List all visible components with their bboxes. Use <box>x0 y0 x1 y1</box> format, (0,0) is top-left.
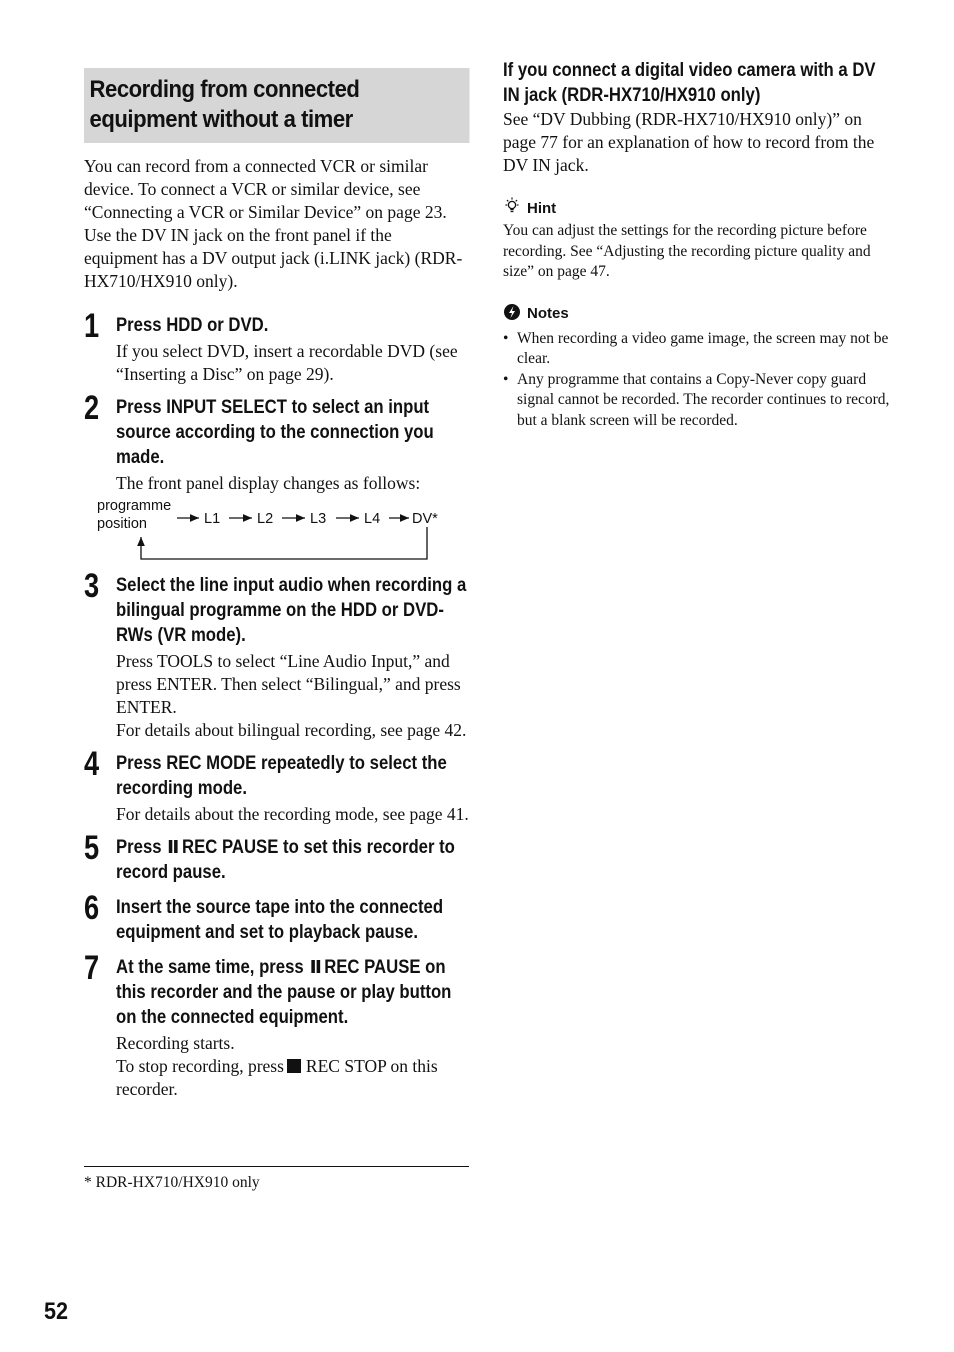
footnote-divider <box>84 1166 469 1167</box>
step-body <box>116 340 470 386</box>
step-title-part: REC PAUSE on this recorder and the pause or play button on the connected equipment. <box>116 957 452 1028</box>
step-number: 7 <box>84 949 100 987</box>
step-text: For details about bilingual recording, see page 42. <box>116 720 467 740</box>
step-number: 2 <box>84 389 100 427</box>
flow-item: L2 <box>257 511 274 527</box>
flow-start-label: programme position <box>97 498 172 532</box>
hint-text: You can adjust the settings for the recording picture before recording. See “Adjusting the recording picture quality and size” on page 47. <box>503 222 871 280</box>
step-text-part: To stop recording, press <box>116 1056 284 1076</box>
hint-label: Hint <box>527 199 557 217</box>
step-title-part: Press <box>116 837 162 858</box>
footnote: * RDR-HX710/HX910 only <box>84 1174 260 1191</box>
step-text: Recording starts. <box>116 1033 235 1053</box>
step-body <box>116 650 470 742</box>
note-item: • Any programme that contains a Copy-Never copy guard signal cannot be recorded. The recorder continues to record, but a blank screen will be recorded. <box>503 370 895 432</box>
left-column <box>84 68 470 1101</box>
page-number: 52 <box>44 1298 69 1325</box>
step-body <box>116 803 470 826</box>
step-6 <box>84 889 470 945</box>
flow-item: DV* <box>412 511 438 527</box>
step-1 <box>84 307 470 386</box>
step-title <box>116 955 468 1030</box>
step-title: Press HDD or DVD. <box>116 315 269 336</box>
caution-icon <box>503 303 521 325</box>
section-title: Recording from connected equipment without a timer <box>84 68 469 143</box>
pause-icon <box>169 835 180 860</box>
stop-icon <box>287 1059 301 1073</box>
step-number: 6 <box>84 889 100 927</box>
flow-item: L4 <box>364 511 381 527</box>
notes-label: Notes <box>527 305 569 322</box>
step-2 <box>84 389 470 563</box>
step-text <box>116 1055 470 1101</box>
step-number: 3 <box>84 567 100 605</box>
step-body <box>116 472 470 495</box>
step-title: Select the line input audio when recording a bilingual programme on the HDD or DVD-RWs (VR mode). <box>116 575 467 646</box>
dv-section-body: See “DV Dubbing (RDR-HX710/HX910 only)” on page 77 for an explanation of how to record from the DV IN jack. <box>503 109 875 175</box>
step-4 <box>84 745 470 826</box>
hint-header <box>503 197 895 219</box>
step-title: Insert the source tape into the connected equipment and set to playback pause. <box>116 897 444 943</box>
step-text: The front panel display changes as follows: <box>116 473 421 493</box>
step-number: 5 <box>84 829 100 867</box>
step-title: Press REC MODE repeatedly to select the recording mode. <box>116 753 447 799</box>
step-title-part: REC PAUSE to set this recorder to record pause. <box>116 837 455 883</box>
notes-header <box>503 303 895 325</box>
step-title-part: At the same time, press <box>116 957 304 978</box>
pause-icon <box>311 955 322 980</box>
intro-paragraph: You can record from a connected VCR or similar device. To connect a VCR or similar device, see “Connecting a VCR or Similar Device” on page 23. Use the DV IN jack on the front panel if the equipment has a DV output jack (i.LINK jack) (RDR-HX710/HX910 only). <box>84 156 463 291</box>
step-text-part: REC STOP on this recorder. <box>116 1056 438 1099</box>
step-title: Press INPUT SELECT to select an input source according to the connection you made. <box>116 397 434 468</box>
step-5 <box>84 829 470 885</box>
flow-item: L3 <box>310 511 327 527</box>
dv-section-heading: If you connect a digital video camera with a DV IN jack (RDR-HX710/HX910 only) <box>503 60 876 106</box>
step-title <box>116 835 468 885</box>
step-text: If you select DVD, insert a recordable DVD (see “Inserting a Disc” on page 29). <box>116 341 458 384</box>
step-number: 4 <box>84 745 100 783</box>
flow-item: L1 <box>204 511 221 527</box>
step-text: Press TOOLS to select “Line Audio Input,” and press ENTER. Then select “Bilingual,” and press ENTER. <box>116 651 461 717</box>
step-body <box>116 1032 470 1101</box>
step-7 <box>84 949 470 1101</box>
lightbulb-icon <box>503 197 521 219</box>
input-flow-diagram <box>84 497 470 563</box>
flow-arrows <box>84 497 470 563</box>
step-number: 1 <box>84 307 100 345</box>
right-column <box>503 58 895 431</box>
step-3 <box>84 567 470 742</box>
note-item: • When recording a video game image, the screen may not be clear. <box>503 329 895 370</box>
step-text: For details about the recording mode, see page 41. <box>116 804 469 824</box>
notes-list <box>503 329 895 432</box>
